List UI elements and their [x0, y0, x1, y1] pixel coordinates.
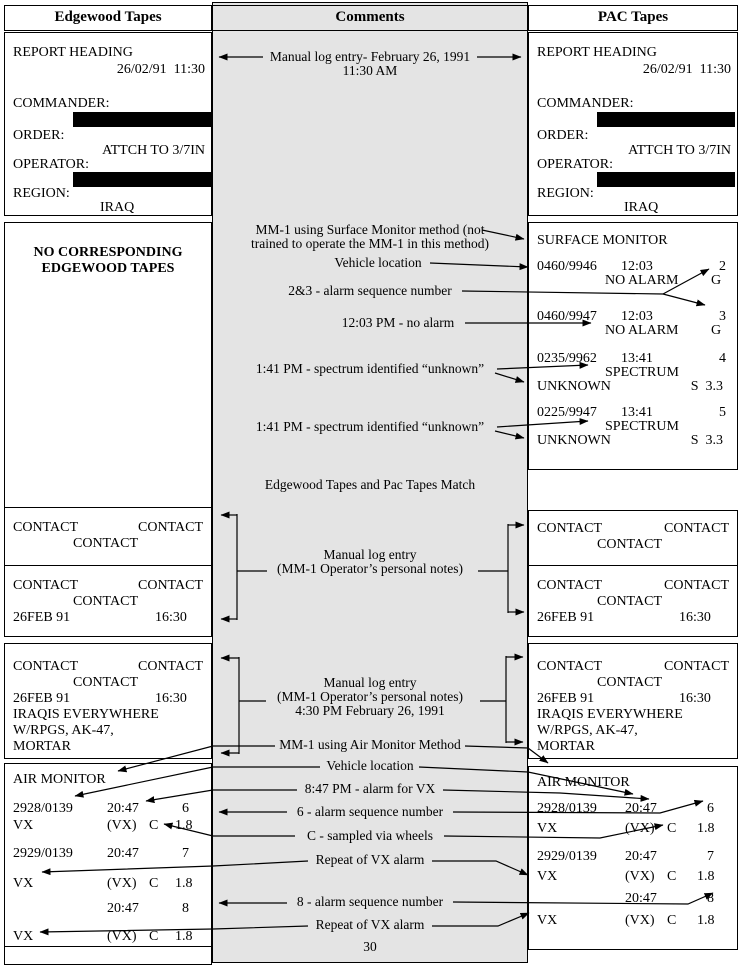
- surface-location: 0460/9946: [537, 259, 597, 274]
- air-mode: C: [149, 876, 159, 891]
- comment-vehicle-location-1: Vehicle location: [334, 255, 422, 270]
- contact-note: IRAQIS EVERYWHERE: [13, 707, 159, 722]
- air-level: 1.8: [175, 876, 193, 891]
- surface-time: 12:03: [621, 259, 653, 274]
- contact-date: 26FEB 91: [13, 691, 71, 706]
- contact-text: CONTACT: [73, 593, 138, 609]
- surface-sequence: 3: [719, 309, 726, 324]
- air-agent: VX: [13, 929, 34, 944]
- surface-id: UNKNOWN: [537, 433, 611, 448]
- contact-text: CONTACT: [13, 659, 78, 674]
- no-tapes-line1: NO CORRESPONDING: [33, 245, 183, 260]
- comment-manual-log-2-notes: (MM-1 Operator’s personal notes): [276, 561, 464, 576]
- surface-location: 0225/9947: [537, 405, 597, 420]
- pac-contact-box-1: [528, 510, 738, 566]
- edgewood-header-cell: [4, 5, 212, 31]
- contact-text: CONTACT: [664, 521, 729, 536]
- air-agent: VX: [537, 869, 558, 884]
- comment-tapes-match: Edgewood Tapes and Pac Tapes Match: [264, 477, 476, 492]
- edgewood-header-label: Edgewood Tapes: [54, 9, 162, 25]
- surface-sequence: 2: [719, 259, 726, 274]
- comment-mm1-air: MM-1 using Air Monitor Method: [279, 737, 461, 752]
- order-value: ATTCH TO 3/7IN: [102, 143, 205, 158]
- contact-time: 16:30: [679, 609, 711, 625]
- air-monitor-title: AIR MONITOR: [537, 775, 630, 790]
- edgewood-report-box: [4, 32, 212, 216]
- air-sequence: 8: [182, 901, 189, 916]
- contact-time: 16:30: [155, 691, 187, 706]
- operator-label: OPERATOR:: [537, 157, 613, 172]
- contact-text: CONTACT: [73, 535, 138, 551]
- contact-text: CONTACT: [13, 519, 78, 535]
- pac-report-box: [528, 32, 738, 216]
- contact-text: CONTACT: [664, 659, 729, 674]
- region-label: REGION:: [13, 186, 70, 201]
- surface-time: 12:03: [621, 309, 653, 324]
- pac-air-monitor-box: [528, 766, 738, 950]
- pac-header-cell: [528, 5, 738, 31]
- air-level: 1.8: [697, 913, 715, 928]
- report-datetime: 26/02/91 11:30: [116, 62, 205, 77]
- comment-repeat-vx-2: Repeat of VX alarm: [315, 917, 425, 932]
- surface-flag: G: [711, 323, 722, 338]
- comment-alarm-seq-8: 8 - alarm sequence number: [296, 894, 444, 909]
- comment-spectrum-2: 1:41 PM - spectrum identified “unknown”: [255, 419, 485, 434]
- air-mode: C: [667, 821, 677, 836]
- air-agent: VX: [13, 818, 34, 833]
- pac-surface-monitor-box: [528, 222, 738, 470]
- contact-text: CONTACT: [13, 577, 78, 593]
- contact-text: CONTACT: [597, 593, 662, 609]
- air-agent-confirm: (VX): [625, 913, 655, 928]
- region-value: IRAQ: [624, 200, 659, 215]
- region-value: IRAQ: [100, 200, 135, 215]
- comment-manual-log-3: Manual log entry: [323, 675, 417, 690]
- comment-manual-log-3-notes: (MM-1 Operator’s personal notes): [276, 689, 464, 704]
- comments-header-cell: [212, 5, 528, 31]
- air-monitor-title: AIR MONITOR: [13, 772, 106, 787]
- contact-text: CONTACT: [138, 577, 203, 593]
- pac-contact-box-2: [528, 565, 738, 638]
- air-time: 20:47: [107, 801, 139, 816]
- air-agent-confirm: (VX): [107, 929, 137, 944]
- edgewood-contact-box-3: [4, 643, 212, 759]
- air-time: 20:47: [107, 846, 139, 861]
- no-tapes-line2: EDGEWOOD TAPES: [41, 261, 175, 276]
- air-time: 20:47: [625, 891, 657, 906]
- air-location: 2928/0139: [537, 801, 597, 816]
- contact-text: CONTACT: [138, 519, 203, 535]
- comment-manual-log-2: Manual log entry: [323, 547, 417, 562]
- comment-alarm-seq-6: 6 - alarm sequence number: [296, 804, 444, 819]
- air-sequence: 8: [707, 891, 714, 906]
- air-location: 2928/0139: [13, 801, 73, 816]
- comment-manual-log-1: Manual log entry- February 26, 1991: [269, 49, 471, 64]
- contact-text: CONTACT: [597, 537, 662, 552]
- air-agent: VX: [537, 821, 558, 836]
- air-agent-confirm: (VX): [107, 818, 137, 833]
- surface-location: 0460/9947: [537, 309, 597, 324]
- report-datetime: 26/02/91 11:30: [642, 62, 731, 77]
- pac-header-label: PAC Tapes: [597, 9, 669, 25]
- surface-sequence: 4: [719, 351, 726, 366]
- air-level: 1.8: [697, 869, 715, 884]
- edgewood-contact-box-2: [4, 565, 212, 638]
- air-level: 1.8: [697, 821, 715, 836]
- air-agent-confirm: (VX): [625, 821, 655, 836]
- contact-date: 26FEB 91: [13, 609, 71, 625]
- comment-sampled-via-wheels: C - sampled via wheels: [307, 828, 433, 843]
- redaction-bar: [597, 112, 735, 127]
- air-location: 2929/0139: [537, 849, 597, 864]
- comment-repeat-vx-1: Repeat of VX alarm: [315, 852, 425, 867]
- comment-mm1-surface-line2: trained to operate the MM-1 in this method): [250, 236, 490, 251]
- air-mode: C: [149, 818, 159, 833]
- order-label: ORDER:: [537, 128, 589, 143]
- contact-text: CONTACT: [138, 659, 203, 674]
- air-mode: C: [667, 913, 677, 928]
- contact-text: CONTACT: [537, 659, 602, 674]
- comment-vehicle-location-2: Vehicle location: [326, 758, 414, 773]
- contact-time: 16:30: [679, 691, 711, 706]
- edgewood-contact-box-1: [4, 507, 212, 567]
- air-mode: C: [667, 869, 677, 884]
- contact-text: CONTACT: [664, 577, 729, 593]
- order-label: ORDER:: [13, 128, 65, 143]
- comments-header-label: Comments: [335, 9, 405, 25]
- air-sequence: 6: [707, 801, 714, 816]
- surface-flag: G: [711, 273, 722, 288]
- air-sequence: 7: [182, 846, 189, 861]
- comment-no-alarm: 12:03 PM - no alarm: [341, 315, 455, 330]
- comment-manual-log-3-time: 4:30 PM February 26, 1991: [295, 703, 445, 718]
- surface-sequence: 5: [719, 405, 726, 420]
- surface-result: NO ALARM: [605, 273, 679, 288]
- contact-text: CONTACT: [73, 675, 138, 690]
- edgewood-empty-box: [4, 946, 212, 966]
- air-location: 2929/0139: [13, 846, 73, 861]
- surface-location: 0235/9962: [537, 351, 597, 366]
- contact-text: CONTACT: [537, 521, 602, 536]
- contact-date: 26FEB 91: [537, 691, 595, 706]
- contact-note: IRAQIS EVERYWHERE: [537, 707, 683, 722]
- surface-flag: S 3.3: [690, 379, 723, 394]
- edgewood-air-monitor-box: [4, 763, 212, 947]
- surface-flag: S 3.3: [690, 433, 723, 448]
- contact-date: 26FEB 91: [537, 609, 595, 625]
- contact-note: MORTAR: [13, 739, 71, 754]
- air-agent-confirm: (VX): [107, 876, 137, 891]
- page-number: 30: [363, 939, 377, 954]
- redaction-bar: [597, 172, 735, 187]
- air-sequence: 7: [707, 849, 714, 864]
- comment-manual-log-1-time: 11:30 AM: [342, 63, 398, 78]
- comment-alarm-seq-2-3: 2&3 - alarm sequence number: [288, 283, 452, 298]
- contact-note: W/RPGS, AK-47,: [13, 723, 114, 738]
- air-mode: C: [149, 929, 159, 944]
- surface-result: NO ALARM: [605, 323, 679, 338]
- surface-id: UNKNOWN: [537, 379, 611, 394]
- redaction-bar: [73, 172, 211, 187]
- commander-label: COMMANDER:: [13, 96, 110, 111]
- air-agent: VX: [13, 876, 34, 891]
- report-heading: REPORT HEADING: [13, 45, 133, 60]
- comment-mm1-surface-line1: MM-1 using Surface Monitor method (not: [255, 222, 485, 237]
- comment-spectrum-1: 1:41 PM - spectrum identified “unknown”: [255, 361, 485, 376]
- contact-time: 16:30: [155, 609, 187, 625]
- air-sequence: 6: [182, 801, 189, 816]
- air-level: 1.8: [175, 818, 193, 833]
- region-label: REGION:: [537, 186, 594, 201]
- air-agent-confirm: (VX): [625, 869, 655, 884]
- contact-note: W/RPGS, AK-47,: [537, 723, 638, 738]
- air-level: 1.8: [175, 929, 193, 944]
- report-heading: REPORT HEADING: [537, 45, 657, 60]
- contact-note: MORTAR: [537, 739, 595, 754]
- surface-monitor-title: SURFACE MONITOR: [537, 233, 668, 248]
- pac-contact-box-3: [528, 643, 738, 759]
- no-corresponding-box: [4, 222, 212, 508]
- air-time: 20:47: [107, 901, 139, 916]
- air-time: 20:47: [625, 849, 657, 864]
- commander-label: COMMANDER:: [537, 96, 634, 111]
- order-value: ATTCH TO 3/7IN: [628, 143, 731, 158]
- contact-text: CONTACT: [597, 675, 662, 690]
- surface-result: SPECTRUM: [605, 365, 679, 380]
- contact-text: CONTACT: [537, 577, 602, 593]
- surface-time: 13:41: [621, 405, 653, 420]
- surface-time: 13:41: [621, 351, 653, 366]
- air-agent: VX: [537, 913, 558, 928]
- operator-label: OPERATOR:: [13, 157, 89, 172]
- surface-result: SPECTRUM: [605, 419, 679, 434]
- redaction-bar: [73, 112, 211, 127]
- comment-alarm-for-vx: 8:47 PM - alarm for VX: [304, 781, 436, 796]
- air-time: 20:47: [625, 801, 657, 816]
